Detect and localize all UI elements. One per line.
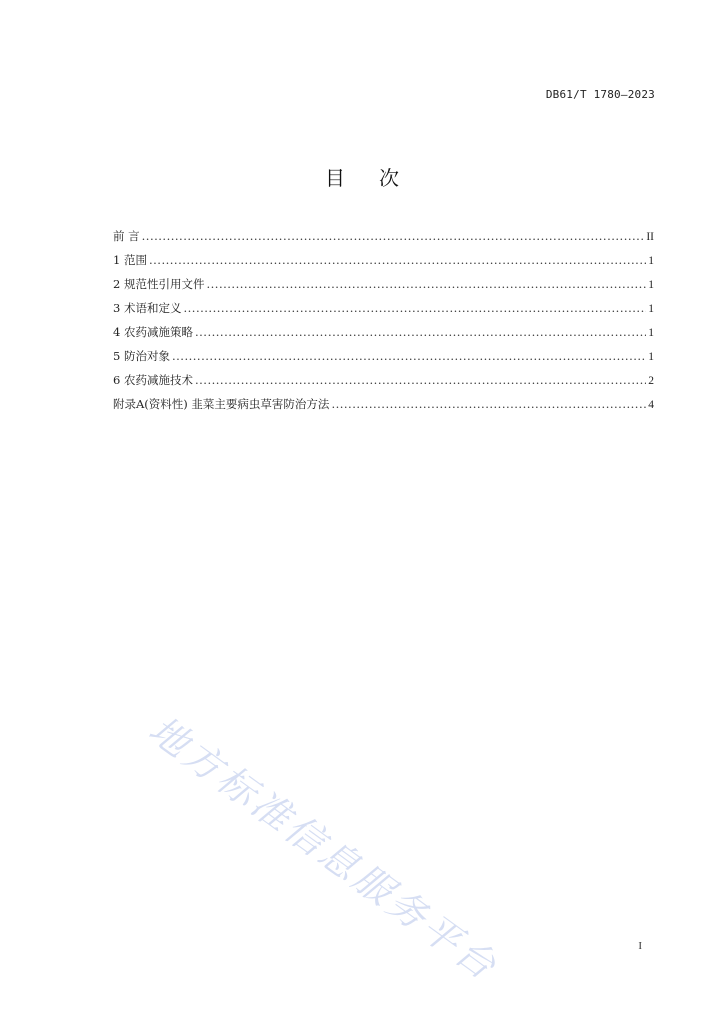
toc-entry[interactable] [113, 348, 654, 372]
toc-entry-label: 1 范围 [113, 253, 147, 267]
toc-entry-page: 1 [648, 279, 654, 291]
page-number: I [638, 940, 642, 952]
table-of-contents [113, 228, 654, 420]
toc-entry-page: 1 [648, 327, 654, 339]
toc-entry-label: 5 防治对象 [113, 349, 170, 363]
toc-entry-page: 1 [648, 351, 654, 363]
toc-dot-leader [206, 276, 646, 292]
toc-entry-label: 附录A(资料性) 韭菜主要病虫草害防治方法 [113, 397, 330, 411]
toc-entry-page: 1 [648, 255, 654, 267]
toc-dot-leader [142, 228, 645, 244]
toc-entry[interactable] [113, 324, 654, 348]
toc-entry-page: 4 [648, 399, 654, 411]
toc-dot-leader [183, 300, 646, 316]
toc-dot-leader [195, 324, 646, 340]
watermark-text: 地方标准信息服务平台 [140, 707, 507, 990]
toc-entry[interactable] [113, 252, 654, 276]
toc-entry-label: 4 农药减施策略 [113, 325, 193, 339]
toc-dot-leader [195, 372, 646, 388]
toc-entry-label: 3 术语和定义 [113, 301, 182, 315]
page-title: 目次 [325, 166, 433, 190]
toc-entry-page: 2 [648, 375, 654, 387]
toc-entry-label: 前 言 [113, 229, 140, 243]
toc-entry[interactable] [113, 300, 654, 324]
document-code: DB61/T 1780—2023 [545, 88, 655, 101]
toc-entry-page: II [646, 231, 654, 243]
toc-dot-leader [331, 396, 646, 412]
toc-entry[interactable] [113, 228, 654, 252]
toc-entry[interactable] [113, 396, 654, 420]
toc-entry-label: 6 农药减施技术 [113, 373, 193, 387]
toc-entry[interactable] [113, 276, 654, 300]
toc-dot-leader [172, 348, 646, 364]
toc-entry[interactable] [113, 372, 654, 396]
toc-dot-leader [149, 252, 646, 268]
toc-entry-label: 2 规范性引用文件 [113, 277, 205, 291]
toc-entry-page: 1 [648, 303, 654, 315]
